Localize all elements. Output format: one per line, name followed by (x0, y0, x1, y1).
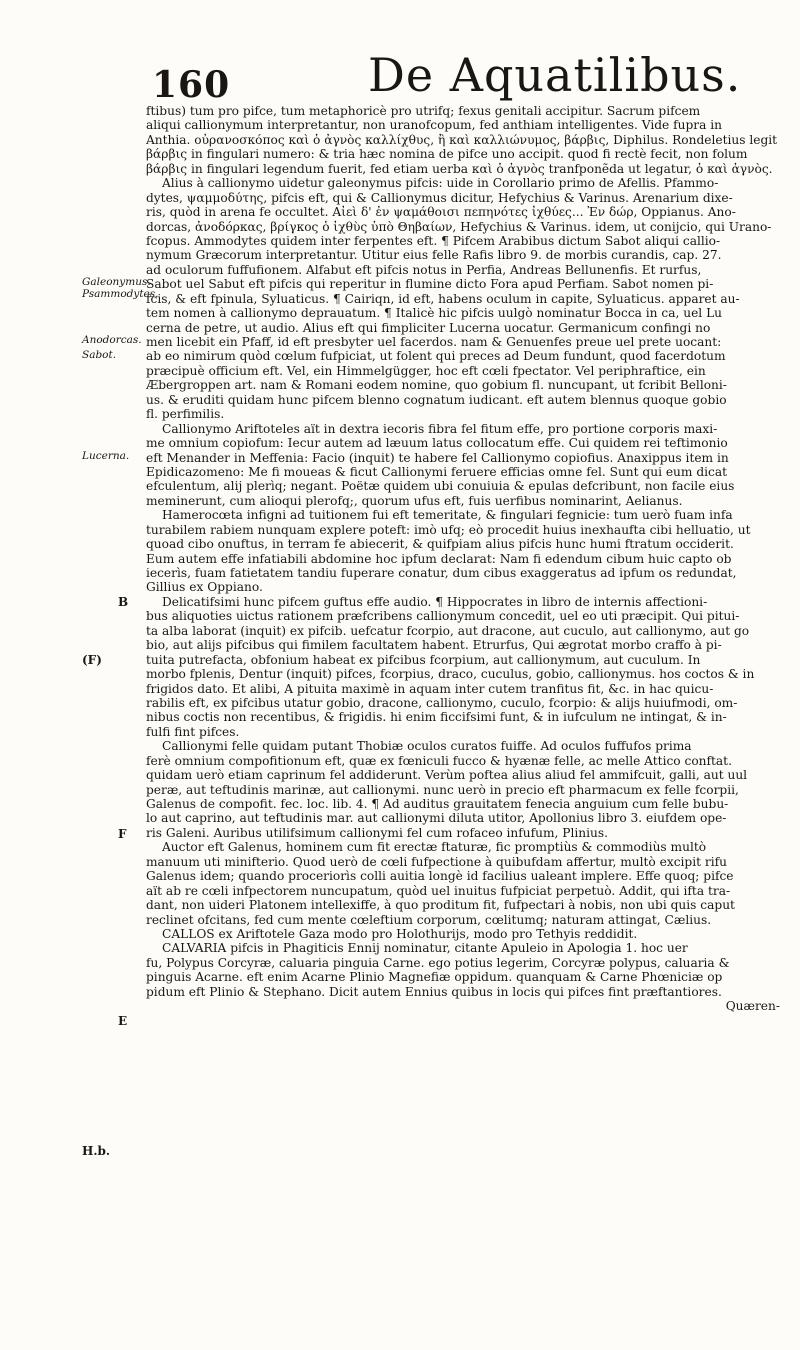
text-line: Gillius ex Oppiano. (146, 580, 263, 595)
margin-letter: (F) (82, 653, 102, 668)
text-line: efculentum, alij plerìq; negant. Poëtæ quidem ubi conuiuia & epulas defcribunt, non facile eius (146, 479, 735, 494)
text-line: morbo fplenis, Dentur (inquit) pifces, fcorpius, draco, cuculus, gobio, callionymus. hos coctos & in (146, 667, 755, 682)
text-line: rabilis eft, ex pifcibus utatur gobio, dracone, callionymo, cuculo, fcorpio: & alijs huiufmodi, om- (146, 695, 738, 710)
text-line: Delicatifsimi hunc pifcem guftus effe audio. ¶ Hippocrates in libro de internis affectioni- (162, 594, 708, 609)
margin-note: Anodorcas. (82, 334, 142, 347)
text-line: βάρβις in fingulari legendum fuerit, fed etiam uerba καὶ ὁ ἀγνὸς tranfponẽda ut legatur, ὁ καὶ ἀγνὸς. (146, 161, 773, 176)
margin-note: Galeonymus. Psammodytes. (82, 276, 159, 300)
text-line: Eum autem effe infatiabili abdomine hoc ipfum declarat: Nam fi edendum cibum huic capto ob (146, 551, 732, 566)
text-line: fulfi fint pifces. (146, 724, 240, 739)
text-line: Callionymi felle quidam putant Thobiæ oculos curatos fuiffe. Ad oculos fuffufos prima (162, 739, 692, 754)
text-line: me omnium copiofum: Iecur autem ad læuum latus collocatum effe. Cui quidem rei teftimonio (146, 436, 728, 451)
text-line: nymum Græcorum interpretantur. Utitur eius felle Rafis libro 9. de morbis curandis, cap. 27. (146, 248, 722, 263)
text-line: ris Galeni. Auribus utilifsimum callionymi fel cum rofaceo infufum, Plinius. (146, 825, 609, 840)
text-line: tem nomen à callionymo deprauatum. ¶ Italicè hic pifcis uulgò nominatur Bocca in ca, uel Lu (146, 306, 723, 321)
text-line: dorcas, ἀνοδόρκας, βρίγκος ὁ ἰχθὺς ὑπὸ Θηβαίων, Hefychius & Varinus. idem, ut conijcio, qui Urano- (146, 219, 772, 234)
catchword: Quæren- (725, 999, 780, 1014)
text-line: meminerunt, cum alioqui plerofq;, quorum ufus eft, fuis uerfibus nominarint, Aelianus. (146, 493, 683, 508)
text-line: peræ, aut teftudinis marinæ, aut callionymi. nunc uerò in precio eft pharmacum ex felle fcorpii, (146, 782, 739, 797)
text-line: ftibus) tum pro pifce, tum metaphoricè pro utrifq; fexus genitali accipitur. Sacrum pifcem (146, 104, 701, 118)
text-line: pinguis Acarne. eft enim Acarne Plinio Magnefiæ oppidum. quanquam & Carne Phœniciæ op (146, 970, 723, 985)
text-line: ris, quòd in arena fe occultet. Αἰεὶ δ' ἐν ψαμάθοισι πεπηνότες ἰχθύες... Ἐν δώρ, Oppianus. Ano- (146, 205, 736, 220)
text-line: us. & eruditi quidam hunc pifcem blenno cognatum iudicant. eft autem blennus quoque gobio (146, 392, 727, 407)
text-line: CALLOS ex Ariftotele Gaza modo pro Holothurijs, modo pro Tethyis reddidit. (162, 926, 638, 941)
text-line: turabilem rabiem nunquam explere poteft: imò ufq; eò procedit huius inexhaufta cibi helluatio, ut (146, 522, 751, 537)
text-line: cerna de petre, ut audio. Alius eft qui fimpliciter Lucerna uocatur. Germanicum confingi no (146, 320, 711, 335)
running-title: De Aquatilibus. (368, 48, 742, 102)
text-line: Auctor eft Galenus, hominem cum fit erectæ ftaturæ, fic promptiùs & commodiùs multò (162, 840, 707, 855)
text-line: fu, Polypus Corcyræ, caluaria pinguia Carne. ego potius legerim, Corcyræ polypus, caluaria & (146, 955, 730, 970)
text-line: aliqui callionymum interpretantur, non uranofcopum, fed anthiam intelligentes. Vide fupra in (146, 118, 722, 133)
text-line: Epidicazomeno: Me fi moueas & ficut Callionymi feruere efficias omne fel. Sunt qui eum dicat (146, 464, 728, 479)
text-line: aït ab re cœli infpectorem nuncupatum, quòd uel inuitus fufpiciat perpetuò. Addit, qui ifta tra- (146, 883, 731, 898)
text-line: iecerìs, fuam fatietatem tandiu fuperare conatur, dum cibus exaggeratus ad ipfum os redundat, (146, 566, 737, 580)
text-line: dytes, ψαμμοδύτης, pifcis eft, qui & Callionymus dicitur, Hefychius & Varinus. Arenarium dixe- (146, 190, 733, 205)
text-line: ferè omnium compofitionum eft, quæ ex fœniculi fucco & hyænæ felle, ac melle Attico conftat. (146, 753, 732, 768)
text-line: dant, non uideri Platonem intellexiffe, à quo proditum fit, fufpectari à nobis, non ubi quis caput (146, 898, 735, 913)
text-line: præcipuè officium eft. Vel, ein Himmelgügger, hoc eft cœli fpectator. Vel periphraftice, ein (146, 363, 706, 378)
text-line: Hamerocœta infigni ad tuitionem fui eft temeritate, & fingulari fegnicie: tum uerò fuam infa (162, 508, 733, 523)
text-line: nibus coctis non recentibus, & frigidis. hi enim ficcifsimi funt, & in iufculum ne intingat, & in- (146, 710, 727, 725)
margin-letter: F (118, 826, 127, 841)
text-line: ta alba laborat (inquit) ex pifcib. uefcatur fcorpio, aut dracone, aut cuculo, aut callionymo, aut go (146, 623, 750, 638)
text-line: fcopus. Ammodytes quidem inter ferpentes eft. ¶ Pifcem Arabibus dictum Sabot aliqui callio- (146, 233, 721, 248)
page-number: 160 (152, 64, 231, 106)
page-header (120, 46, 800, 106)
body-text (146, 104, 780, 1014)
margin-letter: B (118, 595, 129, 610)
text-line: tuita putrefacta, obfonium habeat ex pifcibus fcorpium, aut callionymum, aut cuculum. In (146, 652, 701, 667)
text-line: ad oculorum fuffufionem. Alfabut eft pifcis notus in Perfia, Andreas Bellunenfis. Et rurfus, (146, 262, 702, 277)
text-line: ab eo nimirum quòd cœlum fufpiciat, ut folent qui preces ad Deum fundunt, quod facerdotum (146, 349, 726, 364)
text-line: Anthia. οὐρανοσκόπος καὶ ὁ ἀγνὸς καλλίχθυς, ἢ καὶ καλλιώνυμος, βάρβις, Diphilus. Rondeletius legit (146, 132, 778, 147)
text-line: Callionymo Ariftoteles aït in dextra iecoris fibra fel fitum effe, pro portione corporis maxi- (162, 421, 718, 436)
margin-note: Sabot. (82, 348, 117, 361)
text-line: reclinet ofcitans, fed cum mente cœleftium corporum, cœlitumq; naturam attingat, Cælius. (146, 912, 712, 927)
text-line: quoad cibo onuftus, in terram fe abiecerit, & quifpiam alius pifcis hunc humi ftratum occiderit. (146, 537, 734, 552)
text-line: bus aliquoties uictus rationem præfcribens callionymum concedit, uel eo uti præcipit. Qui pitui- (146, 609, 740, 624)
text-line: Galenus idem; quando proceriorìs colli auitia longè id facilius ualeant implere. Effe quoq; pifce (146, 869, 734, 884)
text-line: lo aut caprino, aut teftudinis mar. aut callionymi diluta utitor, Apollonius libro 3. eiufdem ope- (146, 811, 727, 826)
text-line: men licebit ein Pfaff, id eft presbyter uel facerdos. nam & Genuenfes preue uel prete uocant: (146, 335, 722, 349)
text-line: eft Menander in Meffenia: Facio (inquit) te habere fel Callionymo copiofius. Anaxippus item in (146, 450, 729, 465)
text-line: fl. perfimilis. (146, 407, 225, 422)
text-line: Galenus de compofit. fec. loc. lib. 4. ¶ Ad auditus grauitatem fenecia anguium cum felle bubu- (146, 797, 729, 811)
text-line: Sabot uel Sabut eft pifcis qui reperitur in flumine dicto Fora apud Perfiam. Sabot nomen pi- (146, 277, 714, 292)
text-line: Æbergroppen art. nam & Romani eodem nomine, quo gobium fl. nuncupant, ut fcribit Belloni- (146, 378, 727, 393)
text-line: CALVARIA pifcis in Phagiticis Ennij nominatur, citante Apuleio in Apologia 1. hoc uer (162, 941, 688, 956)
text-line: quidam uerò etiam caprinum fel addiderunt. Verùm poftea alius aliud fel ammifcuit, galli, aut uul (146, 768, 748, 783)
text-line: frigidos dato. Et alibi, A pituita maximè in aquam inter cutem tranfitus fit, &c. in hac quicu- (146, 681, 714, 696)
margin-note: Lucerna. (82, 449, 130, 462)
text-line: Alius à callionymo uidetur galeonymus pifcis: uide in Corollario primo de Afellis. Pfammo- (162, 176, 719, 191)
text-line: βάρβις in fingulari numero: & tria hæc nomina de pifce uno accipit. quod fi rectè fecit, non folum (146, 147, 748, 162)
margin-letter: H.b. (82, 1144, 111, 1159)
text-line: manuum uti minifterio. Quod uerò de cœli fufpectione à quibufdam affertur, multò excipit rifu (146, 854, 727, 869)
text-line: bio, aut alijs pifcibus qui fimilem facultatem habent. Etrurfus, Qui ægrotat morbo craffo à pi- (146, 638, 722, 653)
text-line: pidum eft Plinio & Stephano. Dicit autem Ennius quibus in locis qui pifces fint præftantiores. (146, 984, 722, 999)
margin-letter: E (118, 1014, 128, 1029)
text-line: fcis, & eft fpinula, Syluaticus. ¶ Cairiqn, id eft, habens oculum in capite, Syluaticus. apparet au- (146, 291, 740, 306)
